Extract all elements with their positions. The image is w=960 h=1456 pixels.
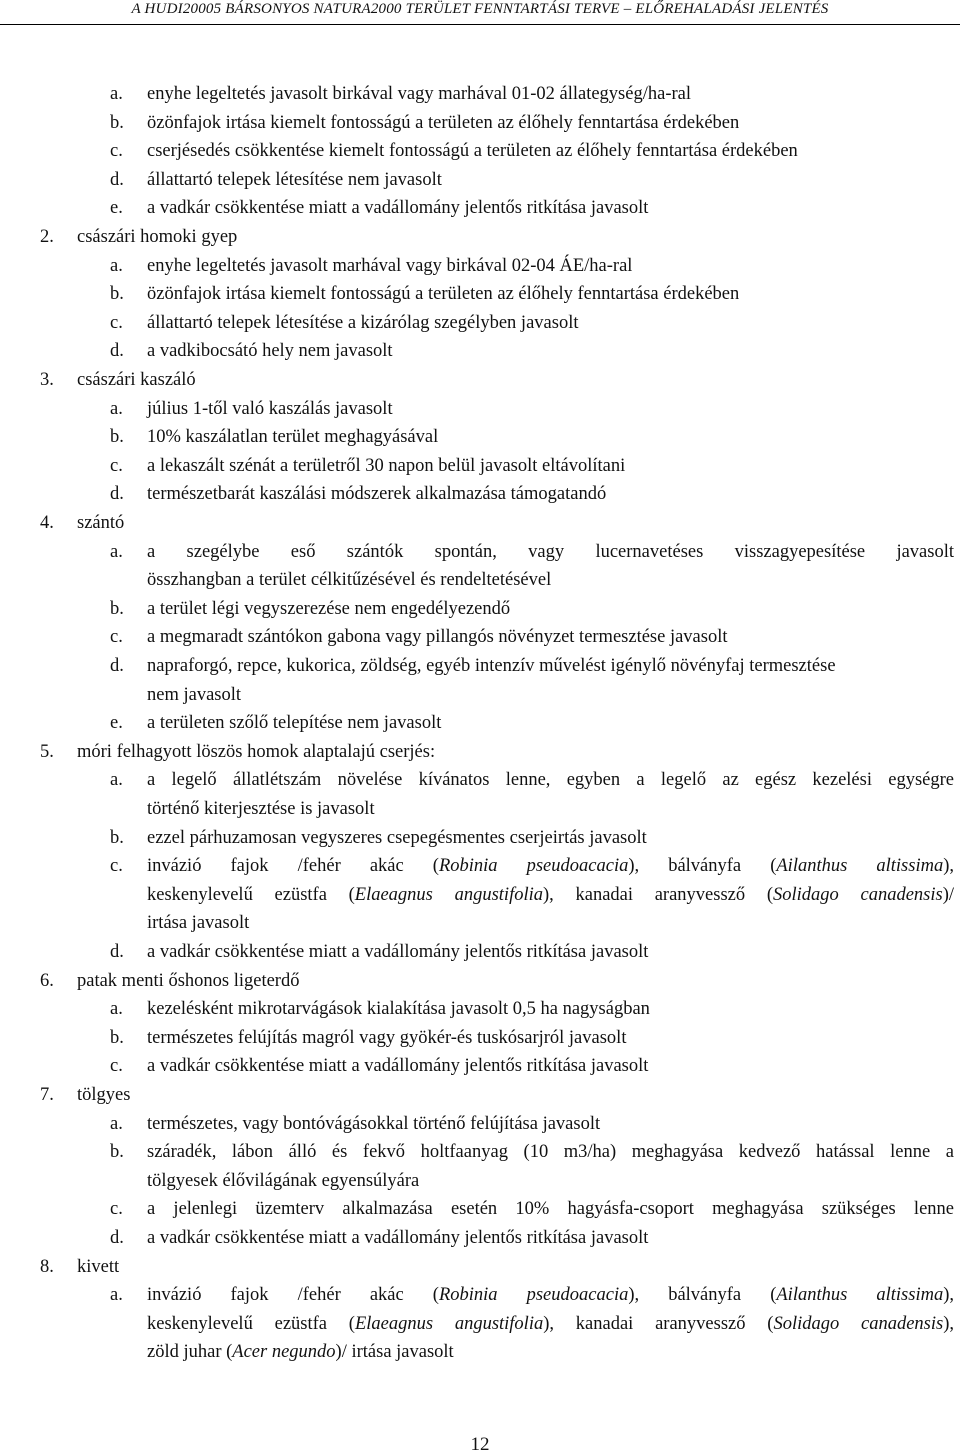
- list-text: [147, 1310, 954, 1339]
- list-item: [0, 824, 960, 853]
- list-text: nem javasolt: [147, 684, 242, 705]
- list-text: természetbarát kaszálási módszerek alkalmazása támogatandó: [147, 484, 607, 505]
- list-marker: b.: [110, 1142, 124, 1163]
- list-text: [147, 881, 954, 910]
- list-item-continuation: [0, 881, 960, 910]
- section-heading: [0, 738, 960, 767]
- text-segment: ), kanadai aranyvessző (: [543, 884, 773, 905]
- list-marker: d.: [110, 942, 124, 962]
- list-item: [0, 109, 960, 138]
- list-item-continuation: [0, 795, 960, 824]
- list-text: a területen szőlő telepítése nem javasolt: [147, 713, 442, 734]
- list-marker: 5.: [40, 741, 54, 762]
- list-marker: c.: [110, 141, 123, 162]
- list-marker: b.: [110, 827, 124, 848]
- list-text: történő kiterjesztése is javasolt: [147, 799, 375, 819]
- list-item: [0, 623, 960, 652]
- list-marker: b.: [110, 284, 124, 305]
- list-item: [0, 766, 960, 795]
- list-marker: 6.: [40, 970, 54, 991]
- list-text: patak menti őshonos ligeterdő: [77, 970, 300, 991]
- list-item: [0, 709, 960, 738]
- species-name: Robinia pseudoacacia: [438, 1285, 629, 1306]
- text-segment: ), kanadai aranyvessző (: [543, 1313, 774, 1334]
- list-text: napraforgó, repce, kukorica, zöldség, egyéb intenzív művelést igénylő növényfaj termesztése: [147, 656, 836, 676]
- list-marker: 2.: [40, 227, 54, 247]
- list-text: természetes felújítás magról vagy gyökér-és tuskósarjról javasolt: [147, 1027, 627, 1048]
- list-text: tölgyes: [77, 1085, 131, 1105]
- text-segment: invázió fajok /fehér akác (: [147, 1285, 439, 1306]
- section-heading: [0, 1081, 960, 1110]
- list-item: [0, 480, 960, 509]
- list-text: [147, 852, 954, 881]
- list-marker: d.: [110, 341, 124, 362]
- list-marker: 4.: [40, 513, 54, 533]
- species-name: Ailanthus altissima: [776, 1285, 944, 1306]
- list-text: özönfajok irtása kiemelt fontosságú a területen az élőhely fenntartása érdekében: [147, 112, 740, 133]
- list-text: irtása javasolt: [147, 913, 250, 934]
- text-segment: keskenylevelű ezüstfa (: [147, 884, 355, 905]
- running-header: A HUDI20005 BÁRSONYOS NATURA2000 TERÜLET FENNTARTÁSI TERVE – ELŐREHALADÁSI JELENTÉS: [131, 1, 829, 17]
- list-text: száradék, lábon álló és fekvő holtfaanyag (10 m3/ha) meghagyása kedvező hatással lenne a: [147, 1142, 954, 1163]
- species-name: Robinia pseudoacacia: [438, 856, 629, 877]
- list-marker: a.: [110, 255, 123, 276]
- text-segment: )/ irtása javasolt: [335, 1342, 454, 1363]
- list-text: kivett: [77, 1256, 120, 1277]
- list-marker: b.: [110, 427, 124, 448]
- list-text: a jelenlegi üzemterv alkalmazása esetén 10% hagyásfa-csoport meghagyása szükséges lenne: [147, 1199, 954, 1220]
- species-name: Solidago canadensis: [773, 1313, 944, 1334]
- list-text: a szegélybe eső szántók spontán, vagy lucernavetéses visszagyepesítése javasolt: [147, 541, 954, 562]
- list-marker: b.: [110, 598, 124, 619]
- list-item: [0, 309, 960, 338]
- list-item: [0, 1052, 960, 1081]
- list-item: [0, 252, 960, 281]
- list-text: a lekaszált szénát a területről 30 napon belül javasolt eltávolítani: [147, 455, 626, 476]
- list-item: [0, 1024, 960, 1053]
- list-item-continuation: [0, 1310, 960, 1339]
- list-item: [0, 80, 960, 109]
- list-text: enyhe legeltetés javasolt birkával vagy marhával 01-02 állategység/ha-ral: [147, 84, 691, 104]
- list-text: cserjésedés csökkentése kiemelt fontosságú a területen az élőhely fenntartása érdekében: [147, 141, 798, 162]
- list-text: a vadkár csökkentése miatt a vadállomány jelentős ritkítása javasolt: [147, 1056, 649, 1077]
- species-name: Elaeagnus angustifolia: [354, 884, 543, 905]
- list-marker: c.: [110, 627, 123, 648]
- list-text: a terület légi vegyszerezése nem engedélyezendő: [147, 598, 511, 619]
- list-text: szántó: [77, 513, 125, 533]
- list-text: összhangban a terület célkitűzésével és rendeltetésével: [147, 570, 552, 591]
- list-marker: a.: [110, 999, 123, 1020]
- list-item-continuation: [0, 909, 960, 938]
- section-heading: [0, 223, 960, 252]
- list-marker: d.: [110, 484, 124, 505]
- list-marker: b.: [110, 112, 124, 133]
- list-text: július 1-től való kaszálás javasolt: [147, 398, 393, 419]
- list-item: [0, 652, 960, 681]
- list-text: a vadkibocsátó hely nem javasolt: [147, 341, 393, 362]
- list-item-continuation: [0, 681, 960, 710]
- list-marker: a.: [110, 1113, 123, 1134]
- list-marker: 8.: [40, 1256, 54, 1277]
- list-marker: c.: [110, 856, 123, 877]
- text-segment: ),: [943, 1313, 955, 1334]
- list-marker: a.: [110, 398, 123, 419]
- text-segment: keskenylevelű ezüstfa (: [147, 1313, 355, 1334]
- list-text: [147, 1338, 454, 1367]
- text-segment: ), bálványfa (: [628, 856, 777, 877]
- list-item: [0, 938, 960, 967]
- list-item: [0, 1195, 960, 1224]
- section-heading: [0, 509, 960, 538]
- list-item: [0, 194, 960, 223]
- list-marker: c.: [110, 1199, 123, 1220]
- section-heading: [0, 366, 960, 395]
- list-text: kezelésként mikrotarvágások kialakítása javasolt 0,5 ha nagyságban: [147, 999, 650, 1020]
- species-name: Solidago canadensis: [773, 884, 943, 905]
- species-name: Acer negundo: [232, 1342, 336, 1363]
- list-text: természetes, vagy bontóvágásokkal történő felújítása javasolt: [147, 1113, 601, 1134]
- list-item: [0, 280, 960, 309]
- list-item: [0, 452, 960, 481]
- section-heading: [0, 967, 960, 996]
- list-item: [0, 538, 960, 567]
- list-item: [0, 1281, 960, 1310]
- list-text: a megmaradt szántókon gabona vagy pillangós növényzet termesztése javasolt: [147, 627, 728, 648]
- text-segment: ),: [943, 1285, 954, 1306]
- list-item: [0, 423, 960, 452]
- list-marker: a.: [110, 84, 123, 104]
- list-marker: b.: [110, 1027, 124, 1048]
- list-text: császári kaszáló: [77, 370, 196, 390]
- list-marker: 7.: [40, 1085, 54, 1105]
- list-marker: a.: [110, 770, 123, 791]
- list-item: [0, 1138, 960, 1167]
- list-item: [0, 1224, 960, 1253]
- list-text: császári homoki gyep: [77, 227, 238, 247]
- list-item: [0, 995, 960, 1024]
- list-text: állattartó telepek létesítése nem javasolt: [147, 169, 442, 190]
- list-marker: a.: [110, 541, 123, 562]
- text-segment: )/: [942, 884, 955, 905]
- list-text: [147, 1281, 954, 1310]
- list-text: 10% kaszálatlan terület meghagyásával: [147, 427, 439, 448]
- list-marker: c.: [110, 312, 123, 333]
- list-text: a legelő állatlétszám növelése kívánatos lenne, egyben a legelő az egész kezelési egységre: [147, 770, 954, 791]
- list-item: [0, 595, 960, 624]
- section-heading: [0, 1253, 960, 1282]
- list-marker: e.: [110, 198, 123, 219]
- list-item: [0, 395, 960, 424]
- text-segment: ),: [943, 856, 954, 877]
- list-marker: e.: [110, 713, 123, 734]
- text-segment: invázió fajok /fehér akác (: [147, 856, 439, 877]
- header-rule: [0, 24, 960, 25]
- list-marker: d.: [110, 1228, 124, 1248]
- list-marker: d.: [110, 656, 124, 676]
- list-item: [0, 337, 960, 366]
- list-marker: a.: [110, 1285, 123, 1306]
- list-text: özönfajok irtása kiemelt fontosságú a területen az élőhely fenntartása érdekében: [147, 284, 740, 305]
- list-marker: c.: [110, 455, 123, 476]
- list-text: móri felhagyott löszös homok alaptalajú cserjés:: [77, 741, 436, 762]
- list-marker: c.: [110, 1056, 123, 1077]
- text-segment: ), bálványfa (: [628, 1285, 777, 1306]
- list-text: enyhe legeltetés javasolt marhával vagy birkával 02-04 ÁE/ha-ral: [147, 255, 633, 276]
- text-segment: zöld juhar (: [147, 1342, 233, 1363]
- list-item-continuation: [0, 1338, 960, 1367]
- list-item: [0, 166, 960, 195]
- list-item: [0, 852, 960, 881]
- list-item-continuation: [0, 1167, 960, 1196]
- list-marker: d.: [110, 169, 124, 190]
- species-name: Ailanthus altissima: [776, 856, 944, 877]
- list-text: állattartó telepek létesítése a kizárólag szegélyben javasolt: [147, 312, 579, 333]
- list-text: a vadkár csökkentése miatt a vadállomány jelentős ritkítása javasolt: [147, 942, 649, 962]
- list-text: a vadkár csökkentése miatt a vadállomány jelentős ritkítása javasolt: [147, 198, 649, 219]
- list-marker: 3.: [40, 370, 54, 390]
- list-item: [0, 1110, 960, 1139]
- list-text: a vadkár csökkentése miatt a vadállomány jelentős ritkítása javasolt: [147, 1228, 649, 1248]
- species-name: Elaeagnus angustifolia: [354, 1313, 544, 1334]
- list-text: tölgyesek élővilágának egyensúlyára: [147, 1170, 420, 1191]
- list-text: ezzel párhuzamosan vegyszeres csepegésmentes cserjeirtás javasolt: [147, 827, 647, 848]
- list-item-continuation: [0, 566, 960, 595]
- page-number: 12: [470, 1434, 490, 1455]
- list-item: [0, 137, 960, 166]
